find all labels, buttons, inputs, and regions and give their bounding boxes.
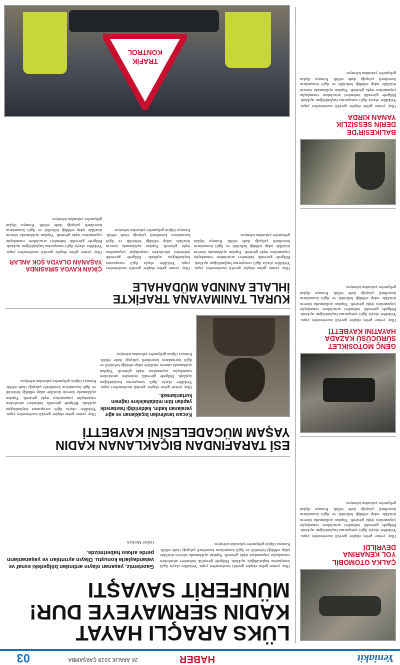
lead-story bbox=[6, 579, 290, 643]
news-portrait-photo bbox=[196, 315, 290, 417]
side-bottom-kicker-2: DERİN SESSİZLİK bbox=[336, 120, 396, 128]
sign-text-1: TRAFİK bbox=[132, 57, 158, 64]
section-label: HABER bbox=[179, 653, 215, 664]
vehicle-shape bbox=[69, 10, 219, 32]
side-bottom-kicker-3: YANAN KIRDA bbox=[347, 112, 396, 120]
lead-byline: Haber Merkezi bbox=[126, 540, 154, 546]
sign-text-2: KONTROL bbox=[127, 48, 163, 55]
lead-body: Olay yerine gelen ekipler gerekli incelemeleri yaptı. Yetkililer olayla ilgili soruşturma başlatıldığını açıkladı. Bölgede güvenlik önlemleri artırılırken vatandaşlar yaşananlara tepki gösterdi. Yapılan açıklamada sürecin titizlikle takip edildiği belirtildi ve ilgili kurumların koordineli çalıştığı ifade edildi. Konuya ilişkin gelişmeler yakından izleniyor. bbox=[160, 542, 290, 569]
news-body-2: Olay yerine gelen ekipler gerekli incelemeleri yaptı. Yetkililer olayla ilgili soruşturma başlatıldığını açıkladı. Bölgede güvenlik önlemleri artırılırken vatandaşlar yaşananlara tepki gösterdi. Yapılan açıklamada sürecin titizlikle takip edildiği belirtildi ve ilgili kurumların koordineli çalıştığı ifade edildi. Konuya ilişkin gelişmeler yakından izleniyor. bbox=[6, 379, 96, 417]
lead-deck-block bbox=[6, 540, 154, 569]
side-top-body: Olay yerine gelen ekipler gerekli incelemeleri yaptı. Yetkililer olayla ilgili soruşturma başlatıldığını açıkladı. Bölgede güvenlik önlemleri artırılırken vatandaşlar yaşananlara tepki gösterdi. Yapılan açıklamada sürecin titizlikle takip edildiği belirtildi ve ilgili kurumların koordineli çalıştığı ifade edildi. Konuya ilişkin gelişmeler yakından izleniyor. bbox=[300, 501, 396, 539]
traffic-body-1: Olay yerine gelen ekipler gerekli incelemeleri yaptı. Yetkililer olayla ilgili soruşturma başlatıldığını açıkladı. Bölgede güvenlik önlemleri artırılırken vatandaşlar yaşananlara tepki gösterdi. Yapılan açıklamada sürecin titizlikle takip edildiği belirtildi ve ilgili kurumların koordineli çalıştığı ifade edildi. Konuya ilişkin gelişmeler yakından izleniyor. bbox=[194, 233, 290, 271]
lead-deck: Gazetemiz, yaşanan olayın ardından bölgedeki esnaf ve vatandaşlarla konuştu. Olayın ayrıntıları ve yaşananların perde arkası haberimizde. bbox=[6, 549, 154, 569]
side-divider-1 bbox=[300, 436, 396, 437]
side-mid-kicker-1: GENÇ MOTOSİKLET bbox=[328, 342, 396, 349]
news-headline-1: ESİ TARAFINDAN BIÇAKLANAN KADIN bbox=[55, 438, 290, 452]
side-mid-body: Olay yerine gelen ekipler gerekli incelemeleri yaptı. Yetkililer olayla ilgili soruşturma başlatıldığını açıkladı. Bölgede güvenlik önlemleri artırılırken vatandaşlar yaşananlara tepki gösterdi. Yapılan açıklamada sürecin titizlikle takip edildiği belirtildi ve ilgili kurumların koordineli çalıştığı ifade edildi. Konuya ilişkin gelişmeler yakından izleniyor. bbox=[300, 285, 396, 323]
traffic-story bbox=[6, 280, 290, 303]
column-divider bbox=[295, 7, 296, 643]
news-text-col-2 bbox=[6, 313, 96, 417]
side-mid-kicker-3: HAYATINI KAYBETTİ bbox=[328, 326, 396, 334]
news-text-col-1 bbox=[100, 313, 192, 417]
side-photo-mid bbox=[300, 353, 396, 433]
officer-vest-1 bbox=[225, 12, 271, 68]
side-photo-top bbox=[300, 569, 396, 641]
traffic-kicker-2: YAŞANAN OLAYDA ŞOK ANLAR bbox=[9, 258, 102, 265]
side-bottom-body: Olay yerine gelen ekipler gerekli incelemeleri yaptı. Yetkililer olayla ilgili soruşturma başlatıldığını açıkladı. Bölgede güvenlik önlemleri artırılırken vatandaşlar yaşananlara tepki gösterdi. Yapılan açıklamada sürecin titizlikle takip edildiği belirtildi ve ilgili kurumların koordineli çalıştığı ifade edildi. Konuya ilişkin gelişmeler yakından izleniyor. bbox=[300, 71, 396, 109]
traffic-headline-2: İHLALE ANINDA MÜDAHALE bbox=[132, 280, 290, 293]
traffic-body-3: Olay yerine gelen ekipler gerekli incelemeleri yaptı. Yetkililer olayla ilgili soruşturma başlatıldığını açıkladı. Bölgede güvenlik önlemleri artırılırken vatandaşlar yaşananlara tepki gösterdi. Yapılan açıklamada sürecin titizlikle takip edildiği belirtildi ve ilgili kurumların koordineli çalıştığı ifade edildi. Konuya ilişkin gelişmeler yakından izleniyor. bbox=[6, 217, 102, 255]
news-headline-2: YAŞAM MÜCADELESİNİ KAYBETTİ bbox=[82, 425, 290, 440]
traffic-text-col-2 bbox=[106, 121, 190, 271]
side-story-top bbox=[300, 441, 396, 641]
lead-headline-3: MÜNFERİT SAVAŞTI bbox=[87, 578, 290, 602]
masthead-logo: Yeniakit bbox=[357, 652, 394, 664]
traffic-text-col-1 bbox=[194, 121, 290, 271]
side-mid-kicker-2: SÜRÜCÜSÜ KAZADA bbox=[324, 334, 396, 342]
traffic-kicker-block bbox=[6, 135, 102, 271]
lead-headline-1: LÜKS ARAÇLI HAYAT bbox=[75, 621, 290, 644]
news-story bbox=[6, 426, 290, 452]
side-top-kicker-3: DEVRİLDİ bbox=[363, 542, 396, 550]
officer-vest-2 bbox=[23, 12, 67, 74]
news-body-1: Olay yerine gelen ekipler gerekli incelemeleri yaptı. Yetkililer olayla ilgili soruşturma başlatıldığını açıkladı. Bölgede güvenlik önlemleri artırılırken vatandaşlar yaşananlara tepki gösterdi. Yapılan açıklamada sürecin titizlikle takip edildiği belirtildi ve ilgili kurumların koordineli çalıştığı ifade edildi. Konuya ilişkin gelişmeler yakından izleniyor. bbox=[100, 352, 192, 390]
traffic-body-2: Olay yerine gelen ekipler gerekli incelemeleri yaptı. Yetkililer olayla ilgili soruşturma başlatıldığını açıkladı. Bölgede güvenlik önlemleri artırılırken vatandaşlar yaşananlara tepki gösterdi. Yapılan açıklamada sürecin titizlikle takip edildiği belirtildi ve ilgili kurumların koordineli çalıştığı ifade edildi. Konuya ilişkin gelişmeler yakından izleniyor. bbox=[106, 227, 190, 271]
date-line: 26 ARALIK 2018 ÇARŞAMBA bbox=[68, 656, 138, 662]
traffic-headline-1: KURAL TANIMAYANA TRAFİKTE bbox=[112, 292, 290, 304]
page-number: 03 bbox=[16, 651, 30, 665]
lead-headline-2: KADIN SERMAYEYE DUR! bbox=[29, 599, 290, 623]
side-top-kicker-1: ÇALKA OTOMOBİL bbox=[332, 558, 396, 565]
lead-divider bbox=[6, 456, 290, 457]
side-top-kicker-2: YOL KENARINA bbox=[342, 550, 396, 558]
traffic-kicker-1: ÇİKAN KAVGA SIRASINDA bbox=[25, 265, 102, 271]
traffic-photo bbox=[4, 5, 290, 117]
news-intro: Kocası tarafından bıçaklanan ve ağır yaralanan kadın, kaldırıldığı hastanede yapılan tüm müdahalelere rağmen kurtarılamadı. bbox=[100, 392, 192, 417]
lead-text bbox=[160, 461, 290, 569]
side-story-bottom bbox=[300, 9, 396, 205]
side-photo-bottom bbox=[300, 139, 396, 205]
side-story-mid bbox=[300, 213, 396, 433]
side-bottom-kicker-1: BALIKESİR'DE bbox=[346, 128, 396, 135]
warning-sign-icon bbox=[103, 34, 187, 110]
news-divider bbox=[6, 308, 290, 309]
side-divider-2 bbox=[300, 208, 396, 209]
